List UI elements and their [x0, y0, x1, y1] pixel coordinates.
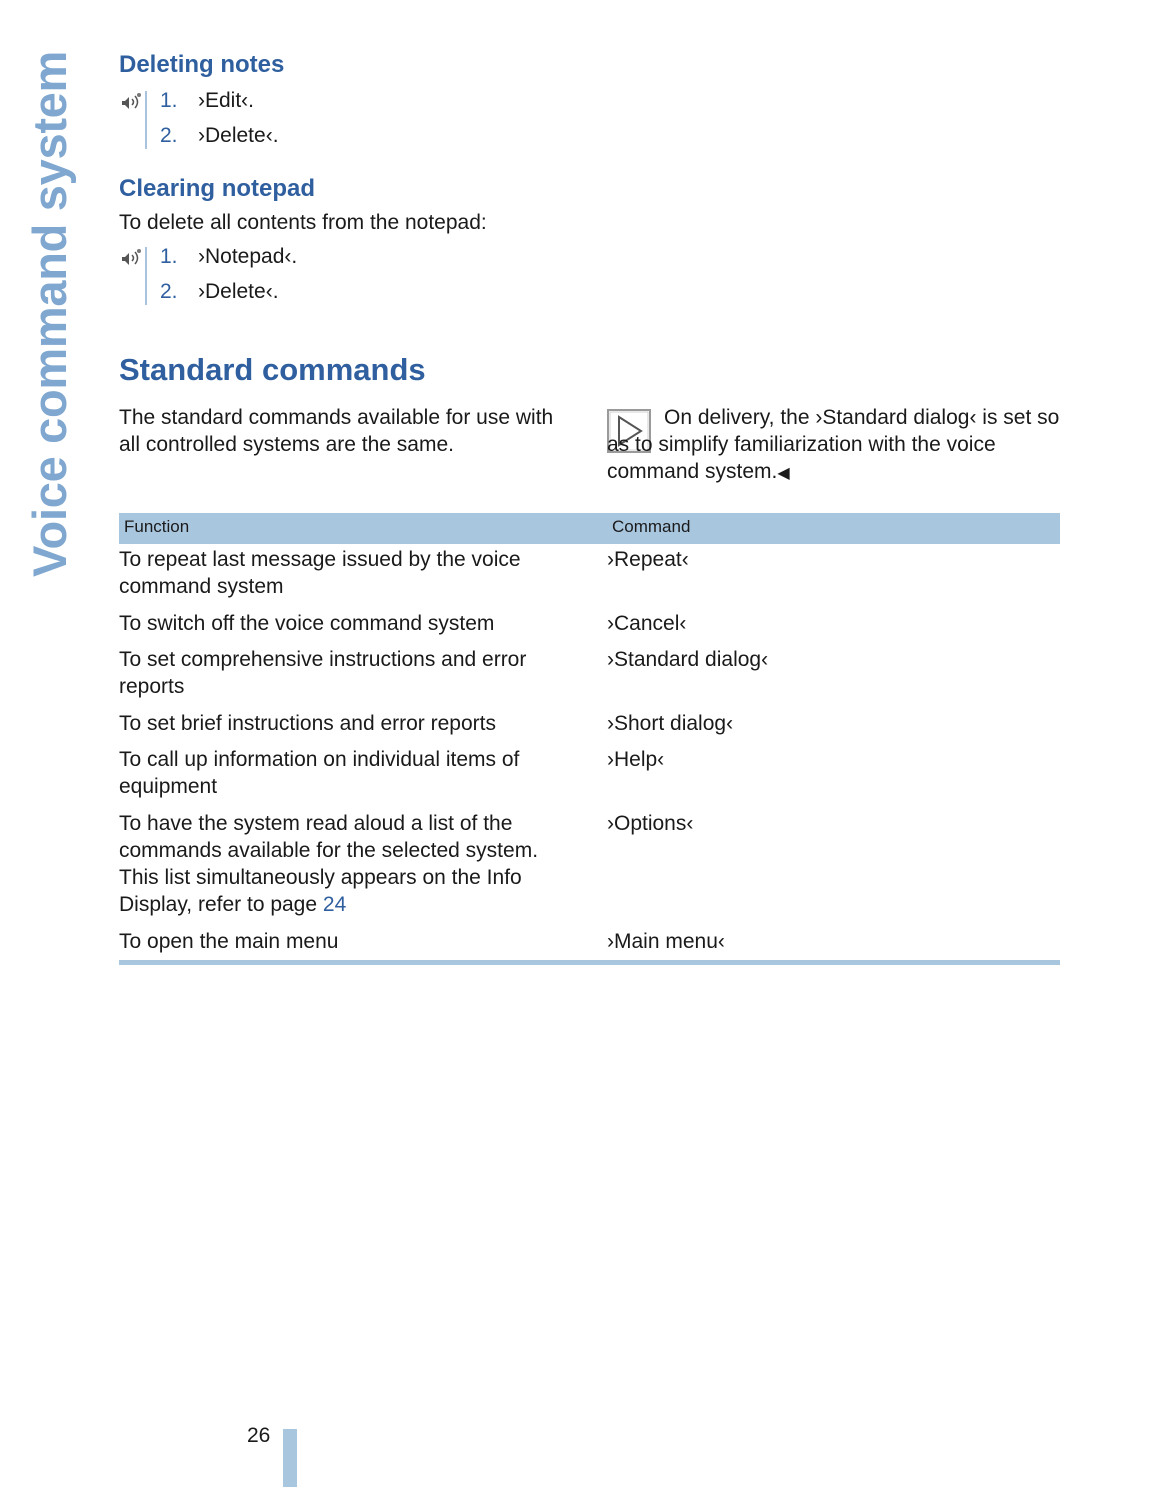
list-item: 2. ›Delete‹.: [160, 124, 279, 147]
end-mark: ◀: [777, 465, 790, 482]
table-bottom-rule: [119, 960, 1060, 965]
deleting-notes-heading: Deleting notes: [119, 51, 285, 78]
list-item: 1. ›Edit‹.: [160, 89, 255, 112]
column-header-function: Function: [124, 517, 190, 536]
table-row-function: To open the main menu: [119, 930, 339, 953]
table-row-command: ›Repeat‹: [607, 548, 689, 571]
deleting-notes-steps: [119, 87, 419, 151]
table-row-function: [119, 810, 559, 918]
clearing-notepad-steps: [119, 243, 419, 307]
steps-bar: [145, 247, 147, 305]
table-header: [119, 513, 1060, 544]
table-row-command: ›Short dialog‹: [607, 712, 734, 735]
standard-dialog-note: [607, 404, 1062, 487]
page-link[interactable]: 24: [322, 893, 347, 916]
function-text: To have the system read aloud a list of the commands available for the selected system. This list simultaneously appears on the Info Display, refer to page: [119, 812, 539, 916]
standard-commands-intro: The standard commands available for use with all controlled systems are the same.: [119, 406, 554, 456]
page-number: 26: [247, 1424, 271, 1447]
standard-commands-heading: Standard commands: [119, 352, 426, 387]
table-row-function: To set comprehensive instructions and error reports: [119, 648, 527, 698]
table-row-command: ›Cancel‹: [607, 612, 687, 635]
voice-command-icon: [119, 245, 145, 271]
table-row-command: ›Main menu‹: [607, 930, 725, 953]
steps-bar: [145, 91, 147, 149]
table-row-command: ›Help‹: [607, 748, 665, 771]
side-chapter-title: Voice command system: [23, 50, 76, 577]
table-row-function: To set brief instructions and error reports: [119, 712, 496, 735]
list-item: 1. ›Notepad‹.: [160, 245, 298, 268]
column-header-command: Command: [612, 517, 691, 536]
clearing-notepad-intro: To delete all contents from the notepad:: [119, 211, 487, 234]
table-row-command: ›Standard dialog‹: [607, 648, 769, 671]
list-item: 2. ›Delete‹.: [160, 280, 279, 303]
clearing-notepad-heading: Clearing notepad: [119, 175, 316, 202]
table-row-function: To repeat last message issued by the voice command system: [119, 548, 521, 598]
note-text: On delivery, the ›Standard dialog‹ is set so as to simplify familiarization with the voice command system.: [607, 406, 1060, 483]
page-marker-bar: [283, 1429, 297, 1487]
table-row-function: To switch off the voice command system: [119, 612, 495, 635]
voice-command-icon: [119, 89, 145, 115]
table-row-command: ›Options‹: [607, 812, 694, 835]
table-row-function: To call up information on individual items of equipment: [119, 748, 520, 798]
